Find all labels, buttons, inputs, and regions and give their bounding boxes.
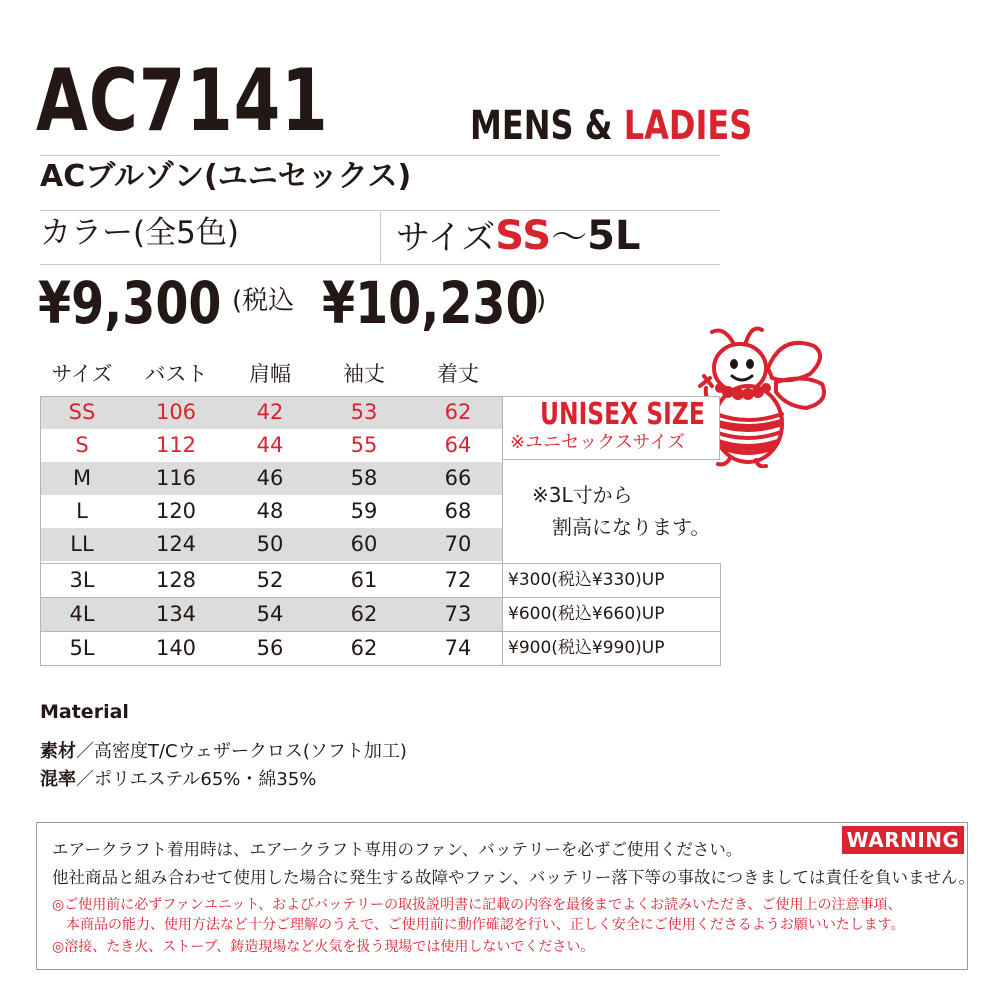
tax-open: (税込 bbox=[232, 286, 295, 316]
table-row bbox=[40, 462, 502, 495]
size-range bbox=[396, 213, 641, 259]
pricing-note-line2: 割高になります。 bbox=[552, 515, 711, 539]
table-header-bust: バスト bbox=[144, 362, 208, 386]
table-row bbox=[40, 396, 502, 429]
table-row bbox=[40, 495, 502, 528]
table-cell: 66 bbox=[444, 466, 472, 490]
table-cell: M bbox=[72, 466, 92, 490]
table-cell: 61 bbox=[350, 568, 378, 592]
table-cell: 72 bbox=[444, 568, 472, 592]
table-cell: 140 bbox=[155, 636, 197, 660]
table-cell: 60 bbox=[350, 532, 378, 556]
table-cell: 50 bbox=[256, 532, 284, 556]
table-cell: 3L bbox=[69, 568, 95, 592]
table-row bbox=[40, 564, 502, 597]
table-cell: 62 bbox=[350, 636, 378, 660]
table-cell: 58 bbox=[350, 466, 378, 490]
table-cell: 68 bbox=[444, 499, 472, 523]
material-fabric bbox=[40, 743, 407, 761]
table-cell: 134 bbox=[155, 602, 197, 626]
upcharge-3l: ¥300(税込¥330)UP bbox=[508, 570, 665, 590]
table-border bbox=[40, 665, 720, 666]
table-cell: 4L bbox=[69, 602, 95, 626]
product-name: ACブルゾン(ユニセックス) bbox=[40, 159, 412, 194]
table-cell: 53 bbox=[350, 400, 378, 424]
warning-line: エアークラフト着用時は、エアークラフト専用のファン、バッテリーを必ずご使用ください。 bbox=[52, 840, 743, 859]
price: ¥9,300 bbox=[38, 269, 222, 337]
table-row bbox=[40, 528, 502, 561]
warning-note: 本商品の能力、使用方法など十分ご理解のうえで、ご使用前に動作確認を行い、正しく安全にご使用くださるようお願いいたします。 bbox=[66, 917, 905, 933]
table-cell: L bbox=[76, 499, 88, 523]
divider bbox=[40, 264, 720, 265]
table-cell: 62 bbox=[350, 602, 378, 626]
table-cell: 56 bbox=[256, 636, 284, 660]
table-cell: 55 bbox=[350, 433, 378, 457]
table-cell: 112 bbox=[155, 433, 197, 457]
material-fabric-label: 素材 bbox=[40, 741, 76, 762]
material-blend bbox=[40, 771, 316, 789]
gender-label bbox=[470, 103, 753, 149]
table-row bbox=[40, 598, 502, 631]
table-cell: 74 bbox=[444, 636, 472, 660]
gender-mens: MENS & bbox=[470, 103, 624, 149]
table-border bbox=[40, 396, 502, 397]
model-number: AC7141 bbox=[36, 51, 329, 151]
table-cell: 124 bbox=[155, 532, 197, 556]
warning-line: 他社商品と組み合わせて使用した場合に発生する故障やファン、バッテリー落下等の事故につきましては責任を負いません。 bbox=[52, 868, 976, 887]
warning-note: ◎溶接、たき火、ストーブ、鋳造現場など火気を扱う現場では使用しないでください。 bbox=[52, 939, 595, 955]
table-border bbox=[40, 597, 720, 598]
color-count: カラー(全5色) bbox=[40, 215, 239, 251]
material-blend-label: 混率 bbox=[40, 769, 76, 790]
table-cell: 64 bbox=[444, 433, 472, 457]
table-border bbox=[40, 396, 41, 666]
pricing-note-line1: ※3L寸から bbox=[532, 483, 633, 507]
tax-close: ) bbox=[536, 286, 547, 316]
table-border bbox=[40, 631, 720, 632]
table-row bbox=[40, 429, 502, 462]
size-range-to: 5L bbox=[587, 213, 641, 259]
table-cell: LL bbox=[70, 532, 94, 556]
material-blend-value: ／ポリエステル65%・綿35% bbox=[76, 769, 317, 790]
warning-badge: WARNING bbox=[842, 826, 964, 854]
table-cell: 52 bbox=[256, 568, 284, 592]
size-range-tilde: ～ bbox=[551, 217, 588, 258]
table-cell: 70 bbox=[444, 532, 472, 556]
divider bbox=[40, 210, 720, 211]
table-header-size: サイズ bbox=[51, 362, 113, 386]
table-cell: 42 bbox=[256, 400, 284, 424]
size-range-label: サイズ bbox=[396, 218, 496, 258]
table-cell: 59 bbox=[350, 499, 378, 523]
table-header-shoulder: 肩幅 bbox=[249, 362, 291, 386]
size-range-from: SS bbox=[495, 213, 552, 259]
table-cell: SS bbox=[68, 400, 96, 424]
table-cell: 120 bbox=[155, 499, 197, 523]
table-border bbox=[40, 563, 720, 564]
table-cell: 54 bbox=[256, 602, 284, 626]
table-cell: 62 bbox=[444, 400, 472, 424]
warning-note: ◎ご使用前に必ずファンユニット、およびバッテリーの取扱説明書に記載の内容を最後までよくお読みいただき、ご使用上の注意事項、 bbox=[52, 897, 902, 913]
table-row bbox=[40, 632, 502, 665]
divider bbox=[380, 212, 381, 262]
tax-inclusive-price: ¥10,230 bbox=[322, 269, 539, 337]
table-header-sleeve: 袖丈 bbox=[343, 362, 385, 386]
table-cell: 116 bbox=[155, 466, 197, 490]
material-title: Material bbox=[40, 701, 129, 723]
table-border bbox=[720, 563, 721, 666]
gender-ladies: LADIES bbox=[623, 103, 753, 149]
table-cell: 5L bbox=[69, 636, 95, 660]
table-cell: 46 bbox=[256, 466, 284, 490]
table-cell: 128 bbox=[155, 568, 197, 592]
table-cell: 106 bbox=[155, 400, 197, 424]
table-cell: 44 bbox=[256, 433, 284, 457]
table-header-length: 着丈 bbox=[437, 362, 479, 386]
unisex-title: UNISEX SIZE bbox=[540, 397, 705, 432]
upcharge-4l: ¥600(税込¥660)UP bbox=[508, 604, 665, 624]
table-cell: 48 bbox=[256, 499, 284, 523]
material-fabric-value: ／高密度T/Cウェザークロス(ソフト加工) bbox=[76, 741, 407, 762]
table-cell: S bbox=[75, 433, 89, 457]
table-cell: 73 bbox=[444, 602, 472, 626]
upcharge-5l: ¥900(税込¥990)UP bbox=[508, 638, 665, 658]
divider bbox=[40, 155, 720, 156]
unisex-subtitle: ※ユニセックスサイズ bbox=[510, 432, 686, 453]
